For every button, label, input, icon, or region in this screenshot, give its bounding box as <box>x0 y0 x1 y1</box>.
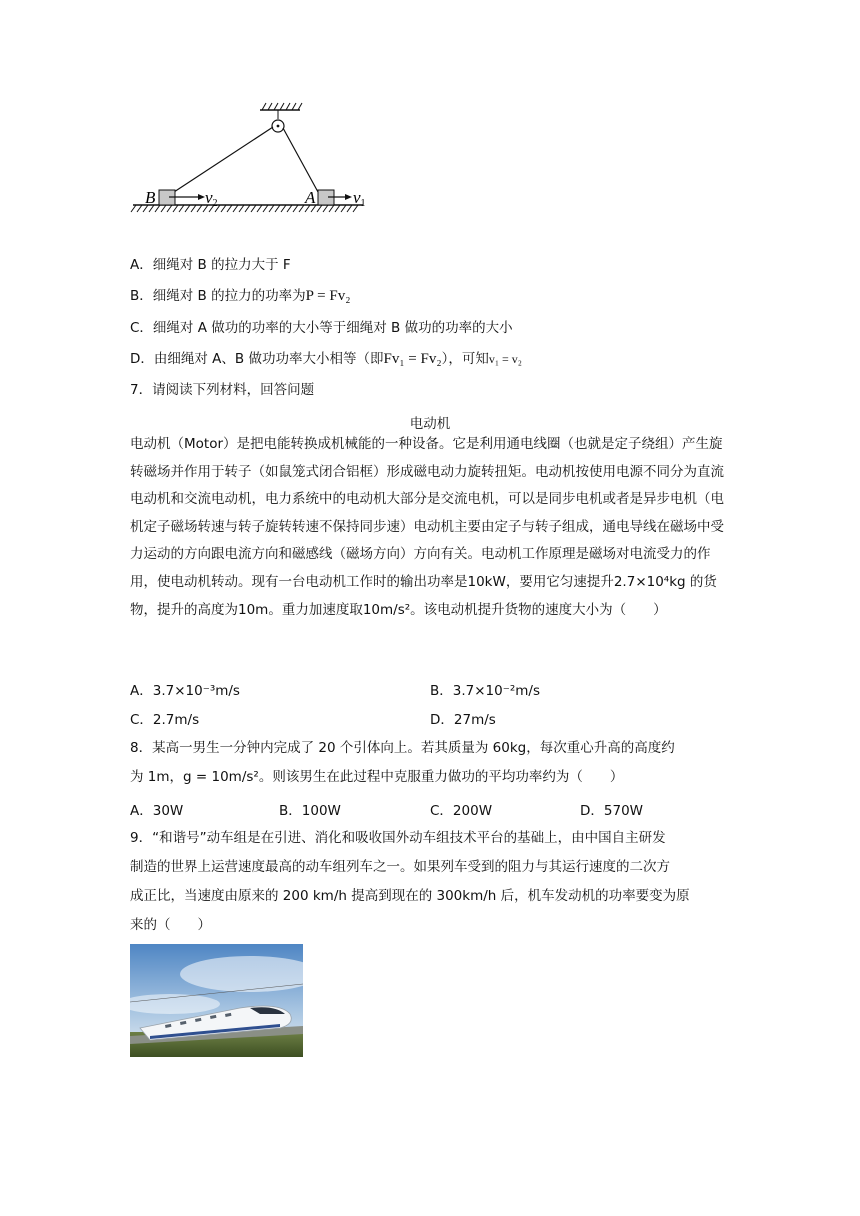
label-B: B <box>145 188 156 207</box>
q7-option-d: D．27m/s <box>430 712 496 728</box>
pulley-diagram <box>128 100 388 215</box>
q8-stem-line1: 8．某高一男生一分钟内完成了 20 个引体向上。若其质量为 60kg，每次重心升高的高度约 <box>130 740 675 756</box>
q7-stem: 7．请阅读下列材料，回答问题 <box>130 382 315 398</box>
q8-option-a: A．30W <box>130 803 184 819</box>
q8-option-c: C．200W <box>430 803 493 819</box>
rope-to-A <box>283 128 318 192</box>
label-v1: v1 <box>353 188 366 209</box>
q7-passage: 电动机（Motor）是把电能转换成机械能的一种设备。它是利用通电线圈（也就是定子绕组）产生旋转磁场并作用于转子（如鼠笼式闭合铝框）形成磁电动力旋转扭矩。电动机按使用电源不同分为直流电动机和交流电动机，电力系统中的电动机大部分是交流电机，可以是同步电机或者是异步电机（电机定子磁场转速与转子旋转转速不保持同步速）电动机主要由定子与转子组成，通电导线在磁场中受力运动的方向跟电流方向和磁感线（磁场方向）方向有关。电动机工作原理是磁场对电流受力的作用，使电动机转动。现有一台电动机工作时的输出功率是10kW，要用它匀速提升2.7×10⁴kg 的货物，提升的高度为10m。重力加速度取10m/s²。该电动机提升货物的速度大小为（ ） <box>130 436 724 618</box>
rope-to-B <box>174 127 273 192</box>
q7-option-b: B．3.7×10⁻²m/s <box>430 683 540 699</box>
q6-option-d: D．由细绳对 A、B 做功功率大小相等（即Fv₁ = Fv₂），可知v₁ = v₂ <box>130 351 522 367</box>
q7-option-a: A．3.7×10⁻³m/s <box>130 683 240 699</box>
q8-option-d: D．570W <box>580 803 644 819</box>
q9-line3: 成正比，当速度由原来的 200 km/h 提高到现在的 300km/h 后，机车发动机的功率要变为原 <box>130 888 690 904</box>
q7-option-c: C．2.7m/s <box>130 712 200 728</box>
passage-title: 电动机 <box>409 416 451 432</box>
train-photo <box>130 944 303 1057</box>
q9-line2: 制造的世界上运营速度最高的动车组列车之一。如果列车受到的阻力与其运行速度的二次方 <box>130 859 670 875</box>
label-A: A <box>305 188 316 207</box>
label-v2: v2 <box>205 188 218 209</box>
q8-option-b: B．100W <box>279 803 341 819</box>
q6-option-a: A．细绳对 B 的拉力大于 F <box>130 257 291 273</box>
q8-stem-line2: 为 1m，g = 10m/s²。则该男生在此过程中克服重力做功的平均功率约为（ ） <box>130 769 624 785</box>
q6-option-b: B．细绳对 B 的拉力的功率为P = Fv₂ <box>130 288 351 304</box>
q9-line4: 来的（ ） <box>130 917 211 933</box>
q6-option-c: C．细绳对 A 做功的功率的大小等于细绳对 B 做功的功率的大小 <box>130 320 513 336</box>
q9-line1: 9．“和谐号”动车组是在引进、消化和吸收国外动车组技术平台的基础上，由中国自主研发 <box>130 830 666 846</box>
